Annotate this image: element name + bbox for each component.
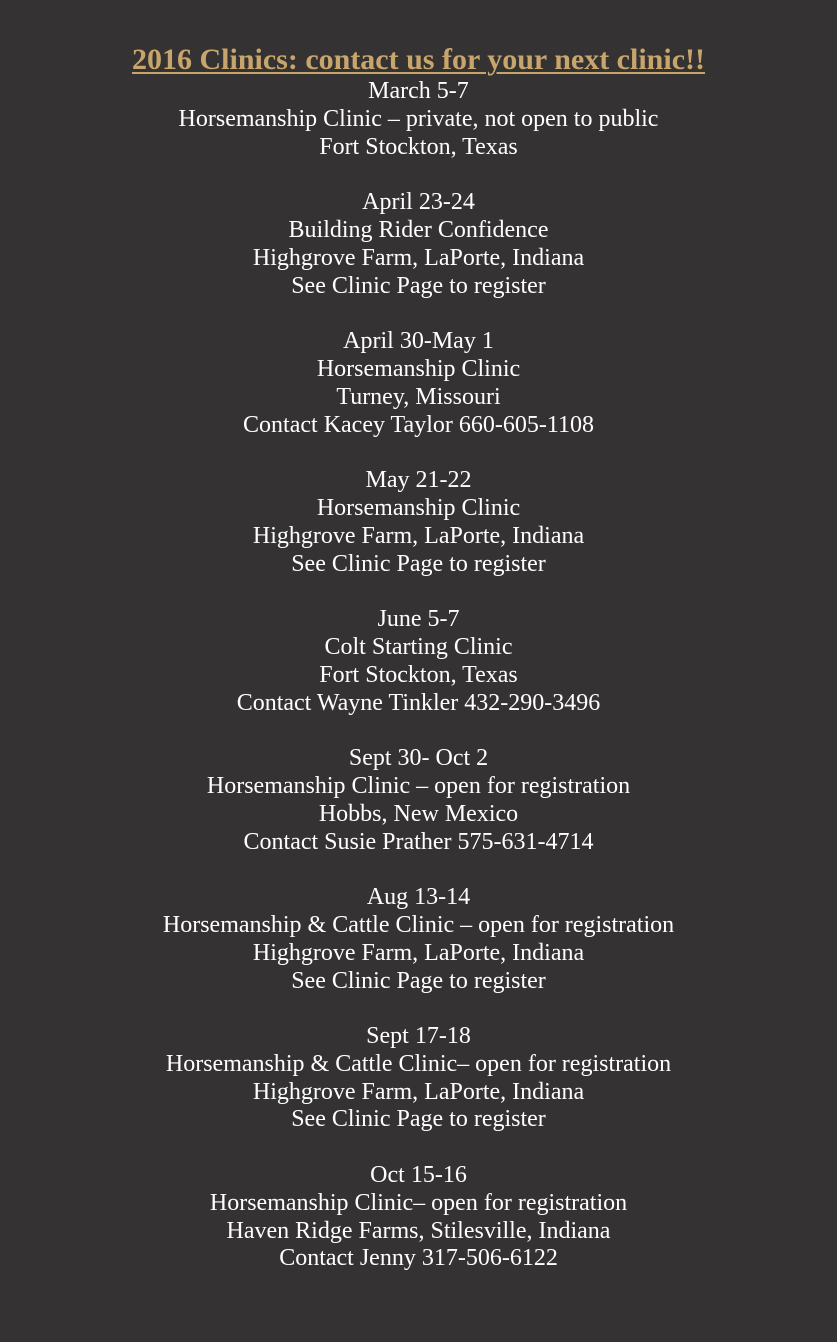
clinic-location: Hobbs, New Mexico [318,800,519,827]
clinic-entry [0,606,837,717]
clinic-date: May 21-22 [365,467,472,494]
clinic-location: Haven Ridge Farms, Stilesville, Indiana [226,1217,611,1244]
clinic-location: Highgrove Farm, LaPorte, Indiana [252,244,585,271]
clinic-contact: Contact Wayne Tinkler 432-290-3496 [236,689,601,716]
clinic-date: June 5-7 [377,606,460,633]
clinic-list [0,78,837,1273]
clinic-contact: See Clinic Page to register [291,550,546,577]
clinic-contact: See Clinic Page to register [291,272,546,299]
clinic-name: Horsemanship Clinic– open for registration [209,1189,628,1216]
clinic-contact: Contact Kacey Taylor 660-605-1108 [243,411,594,438]
clinic-contact: See Clinic Page to register [291,1106,546,1133]
page-title: 2016 Clinics: contact us for your next clinic!! [131,43,705,76]
clinic-name: Horsemanship & Cattle Clinic– open for registration [165,1050,672,1077]
clinic-entry [0,78,837,161]
clinic-date: Oct 15-16 [370,1162,467,1189]
clinic-entry [0,745,837,856]
clinic-contact: Contact Susie Prather 575-631-4714 [243,828,594,855]
clinic-name: Colt Starting Clinic [324,633,513,660]
clinic-entry [0,189,837,300]
clinic-name: Horsemanship Clinic [316,355,521,382]
clinic-location: Fort Stockton, Texas [319,661,518,688]
clinic-location: Fort Stockton, Texas [319,133,518,160]
clinic-entry [0,1162,837,1273]
clinic-entry [0,328,837,439]
clinic-name: Horsemanship Clinic [316,494,521,521]
clinic-name: Horsemanship Clinic – open for registration [206,772,631,799]
clinic-date: March 5-7 [368,78,469,104]
clinic-contact: Contact Jenny 317-506-6122 [279,1245,558,1272]
clinic-contact: See Clinic Page to register [291,967,546,994]
clinic-date: April 30-May 1 [343,328,494,355]
clinic-location: Highgrove Farm, LaPorte, Indiana [252,522,585,549]
clinic-name: Horsemanship Clinic – private, not open to public [178,105,659,132]
clinic-date: Aug 13-14 [366,884,471,911]
clinic-entry [0,467,837,578]
clinic-date: April 23-24 [362,189,475,216]
clinic-location: Highgrove Farm, LaPorte, Indiana [252,1078,585,1105]
clinic-entry [0,884,837,995]
clinic-location: Turney, Missouri [336,383,501,410]
clinic-entry [0,1023,837,1134]
clinic-location: Highgrove Farm, LaPorte, Indiana [252,939,585,966]
clinic-date: Sept 17-18 [366,1023,471,1050]
clinic-name: Building Rider Confidence [288,216,549,243]
clinic-name: Horsemanship & Cattle Clinic – open for registration [162,911,675,938]
clinic-date: Sept 30- Oct 2 [348,745,489,772]
